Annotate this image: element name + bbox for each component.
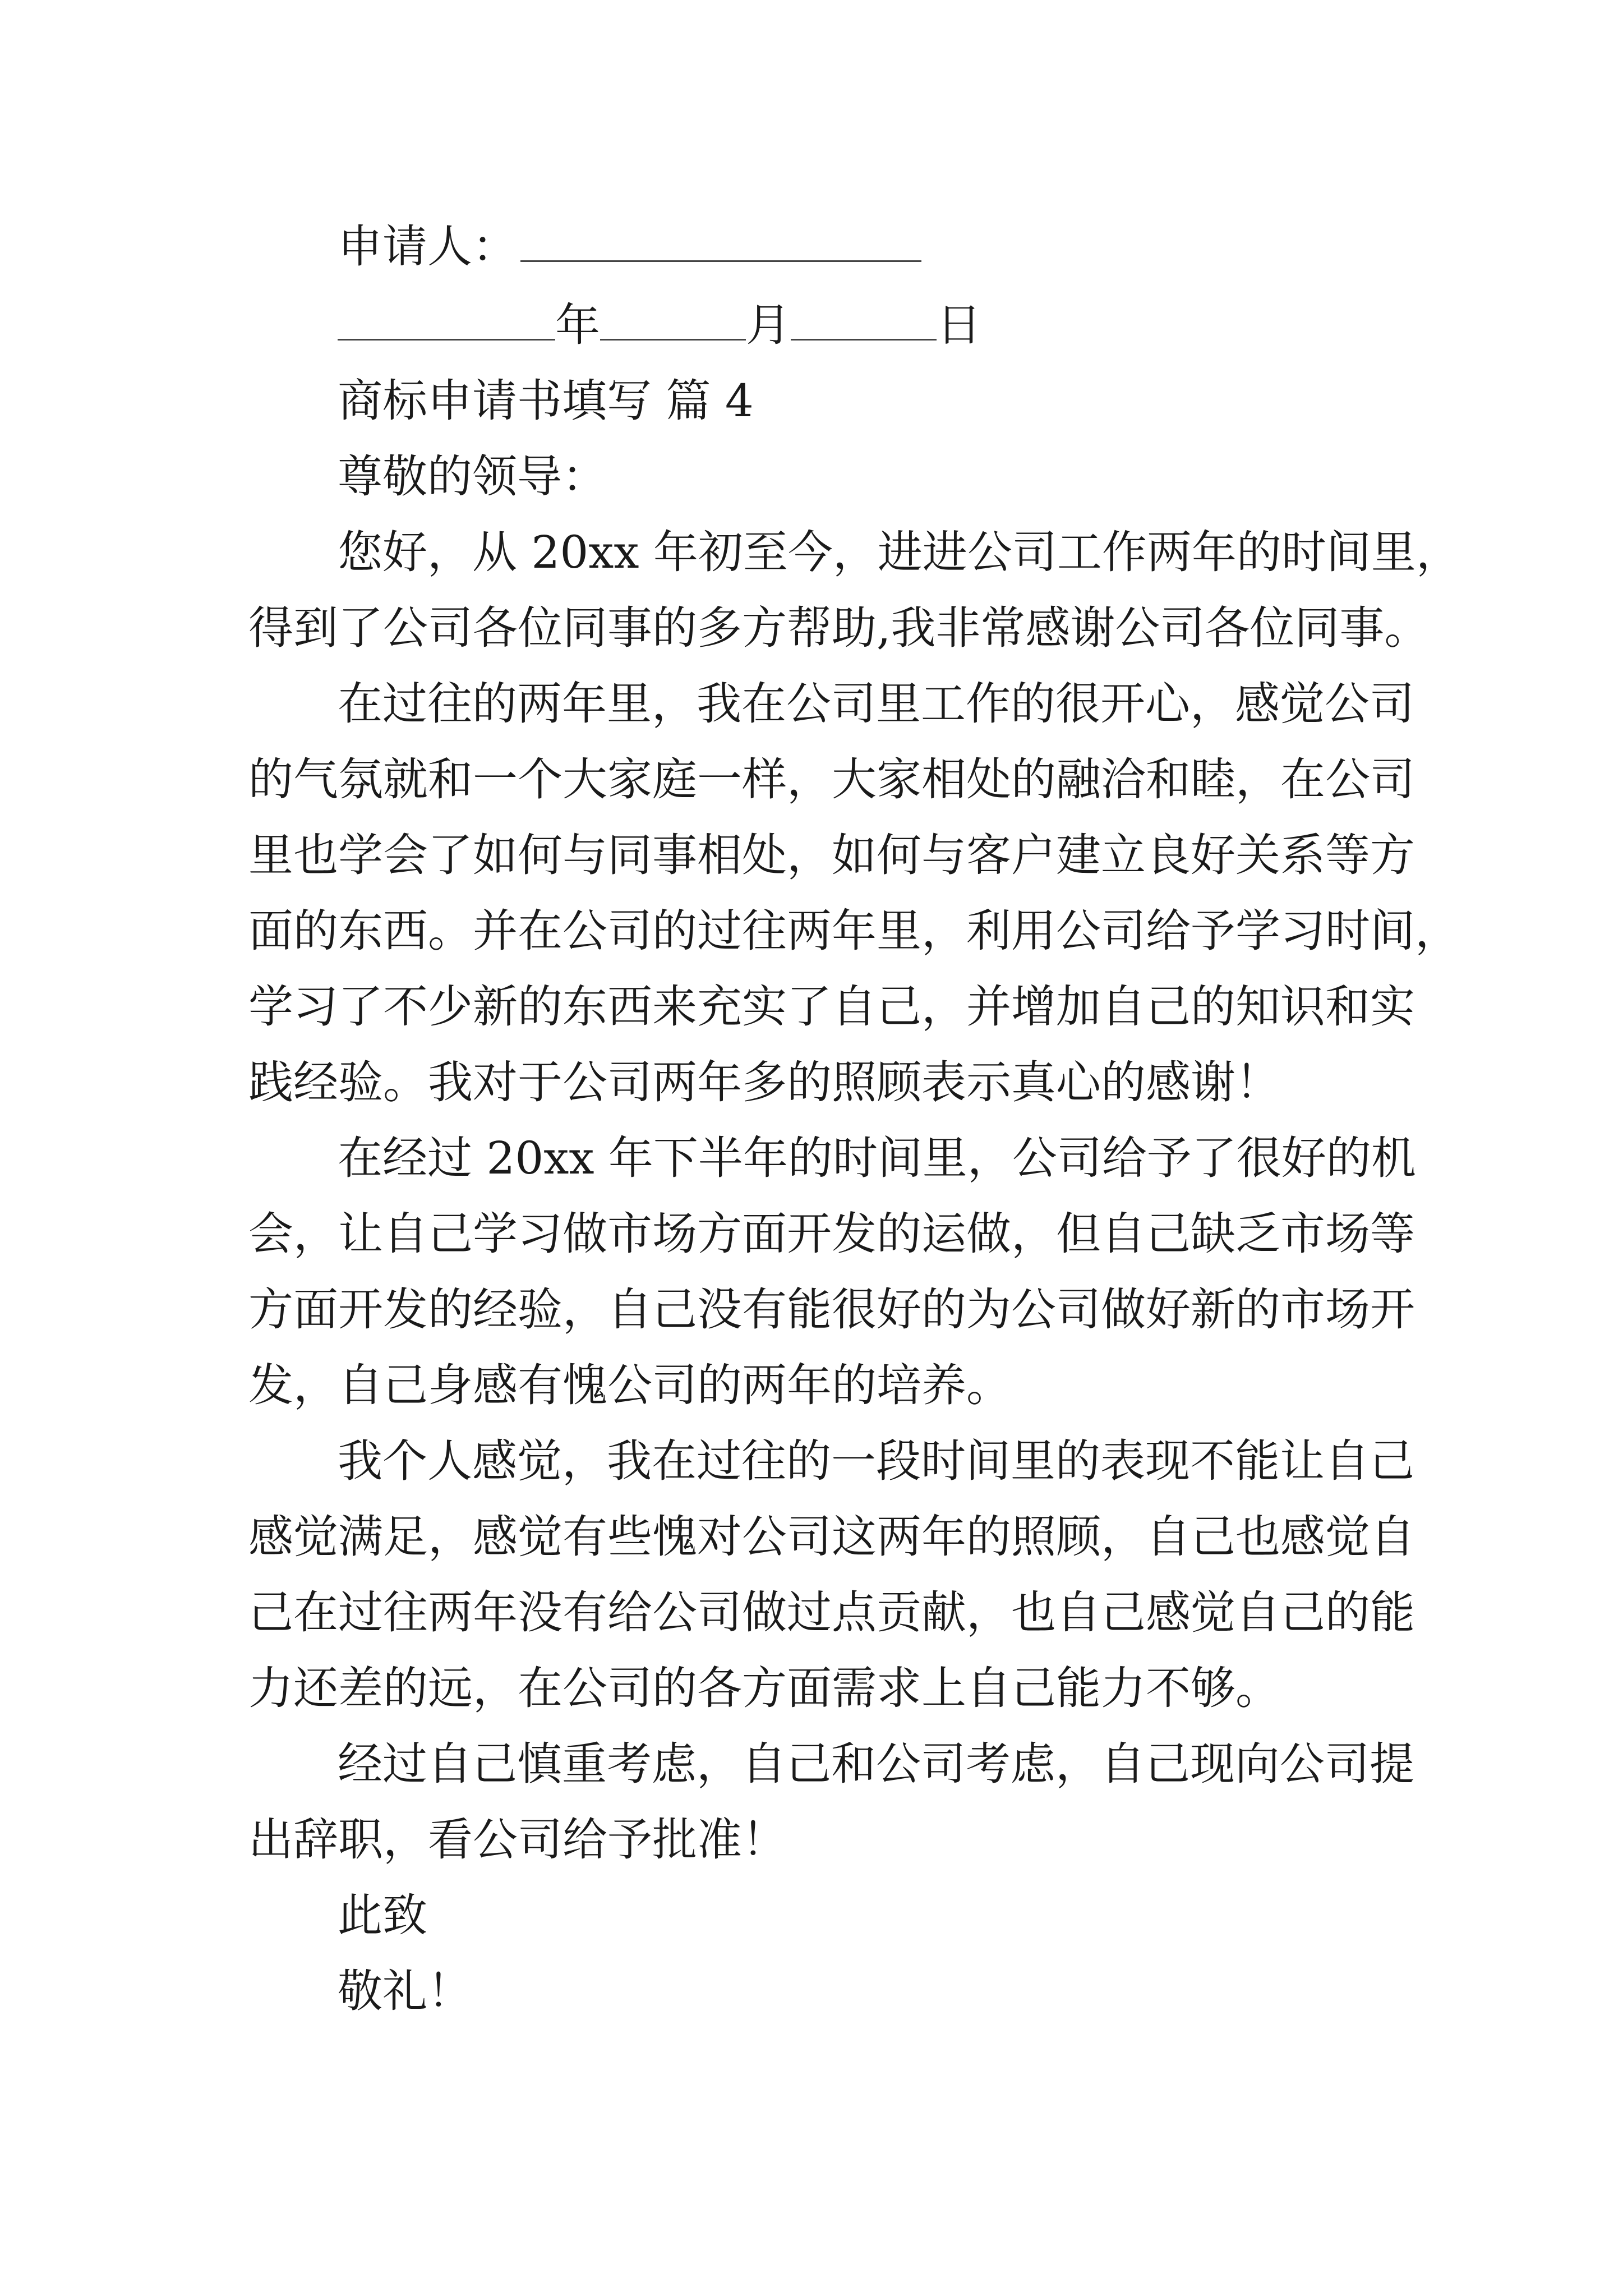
paragraph-5-line-2: 出辞职，看公司给予批准！ (248, 1814, 787, 1866)
paragraph-2-line-6: 践经验。我对于公司两年多的照顾表示真心的感谢！ (248, 1056, 1280, 1108)
closing-line-1: 此致 (338, 1889, 427, 1941)
paragraph-2-line-1: 在过往的两年里，我在公司里工作的很开心，感觉公司 (338, 678, 1414, 730)
paragraph-2-line-3: 里也学会了如何与同事相处，如何与客户建立良好关系等方 (248, 829, 1415, 881)
applicant-label: 申请人： (338, 220, 517, 273)
section-title: 商标申请书填写 篇 4 (338, 375, 754, 427)
day-label: 日 (937, 299, 981, 351)
day-blank (791, 300, 937, 341)
paragraph-4-line-1: 我个人感觉，我在过往的一段时间里的表现不能让自己 (338, 1435, 1414, 1487)
salutation: 尊敬的领导： (338, 450, 607, 503)
year-label: 年 (555, 299, 600, 351)
paragraph-2-line-2: 的气氛就和一个大家庭一样，大家相处的融洽和睦，在公司 (248, 753, 1415, 806)
year-blank (338, 300, 555, 341)
paragraph-3-line-3: 方面开发的经验，自己没有能很好的为公司做好新的市场开 (248, 1283, 1415, 1336)
closing-line-2: 敬礼！ (338, 1965, 472, 2017)
paragraph-3-line-1: 在经过 20xx 年下半年的时间里，公司给予了很好的机 (338, 1132, 1416, 1184)
paragraph-2-line-4: 面的东西。并在公司的过往两年里，利用公司给予学习时间， (248, 905, 1460, 957)
applicant-blank (520, 221, 921, 262)
paragraph-2-line-5: 学习了不少新的东西来充实了自己，并增加自己的知识和实 (248, 981, 1415, 1033)
date-line (0, 286, 1623, 365)
applicant-line (0, 208, 1623, 286)
paragraph-1-line-1: 您好，从 20xx 年初至今，进进公司工作两年的时间里， (338, 526, 1461, 578)
paragraph-4-line-4: 力还差的远，在公司的各方面需求上自己能力不够。 (248, 1662, 1280, 1714)
paragraph-1-line-2: 得到了公司各位同事的多方帮助,我非常感谢公司各位同事。 (248, 602, 1430, 654)
paragraph-4-line-2: 感觉满足，感觉有些愧对公司这两年的照顾，自己也感觉自 (248, 1511, 1415, 1563)
month-label: 月 (746, 299, 791, 351)
paragraph-4-line-3: 己在过往两年没有给公司做过点贡献，也自己感觉自己的能 (248, 1586, 1415, 1639)
month-blank (600, 300, 746, 341)
paragraph-3-line-2: 会，让自己学习做市场方面开发的运做，但自己缺乏市场等 (248, 1208, 1415, 1260)
paragraph-5-line-1: 经过自己慎重考虑，自己和公司考虑，自己现向公司提 (338, 1738, 1414, 1790)
paragraph-3-line-4: 发，自己身感有愧公司的两年的培养。 (248, 1359, 1011, 1411)
